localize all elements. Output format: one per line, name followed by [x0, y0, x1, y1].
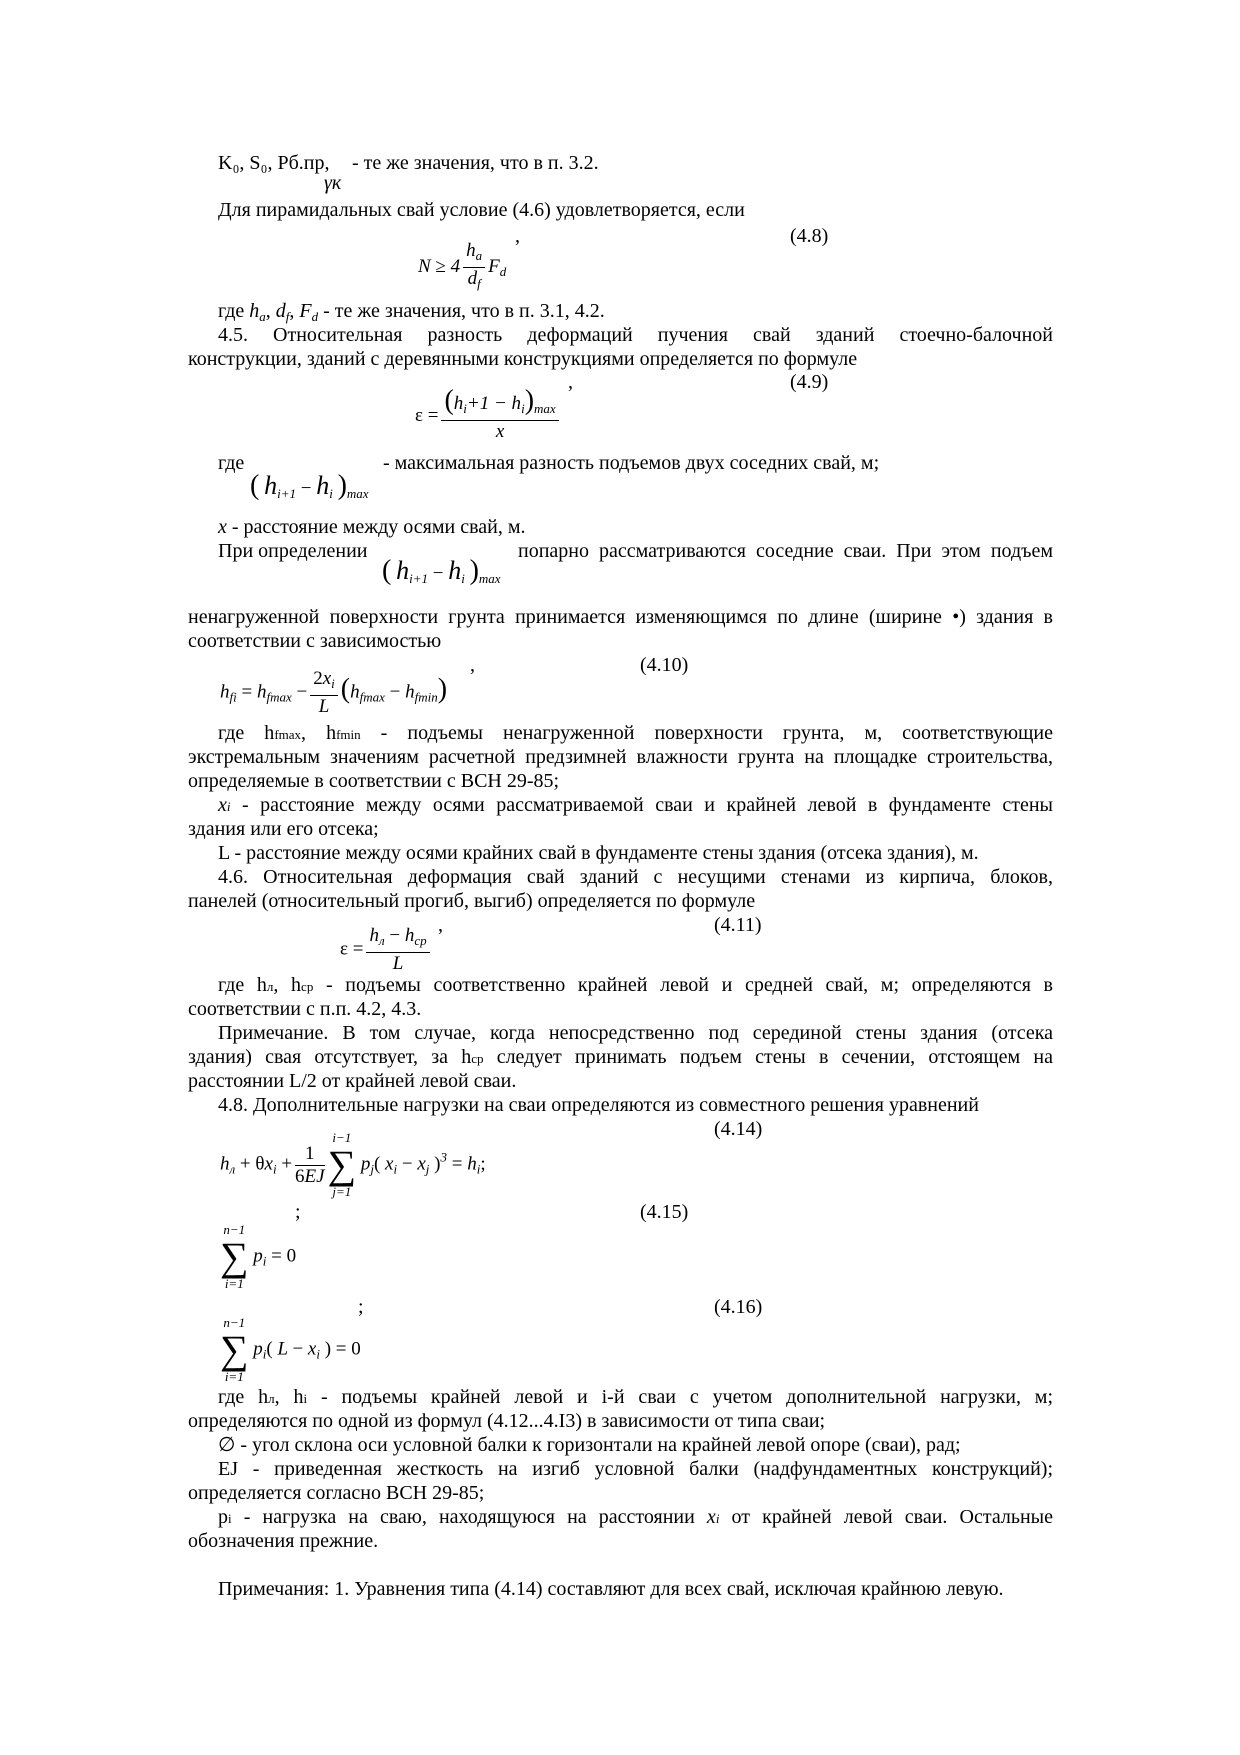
para-hl-hsr-line1: где hл, hср - подъемы соответственно крайней левой и средней свай, м; определяются в	[218, 974, 1054, 996]
para-hfmax-line3: определяемые в соответствии с ВСН 29-85;	[188, 770, 560, 792]
equation-4-14: $h_л + \theta x_i$ + $\frac{1}{6EJ}$ i−1 ∑ j=1 $p_j$( $x_i - x_j$ )$^3 = h_i$;	[220, 1130, 486, 1199]
eq416-semicolon: ;	[358, 1296, 364, 1318]
para-k0-desc: - те же значения, что в п. 3.2.	[352, 152, 599, 174]
para-hfmax-line1: где hfmax, hfmin - подъемы ненагруженной поверхности грунта, м, соответствующие	[218, 722, 1054, 744]
equation-4-8: N ≥ 4 $\frac{h_a}{d_f}$ $F_d$	[418, 240, 507, 291]
para-4-5-line1: 4.5. Относительная разность деформаций пучения свай зданий стоечно-балочной	[218, 324, 1053, 346]
eq411-comma: ,	[438, 914, 443, 936]
para-hfmax-line2: экстремальным значениям расчетной предзимней влажности грунта на площадке строительства,	[188, 746, 1053, 768]
para-when-defining-a: При определении	[218, 540, 368, 562]
para-4-6-line2: панелей (относительный прогиб, выгиб) определяется по формуле	[188, 890, 756, 912]
para-4-8: 4.8. Дополнительные нагрузки на сваи определяются из совместного решения уравнений	[218, 1094, 979, 1116]
inline-hmax-term-1: ( $h_{i+1} - h_i$ )$_{max}$	[250, 470, 369, 501]
para-ej-line1: EJ - приведенная жесткость на изгиб условной балки (надфундаментных конструкций);	[218, 1458, 1053, 1480]
para-note-line1: Примечание. В том случае, когда непосредственно под серединой стены здания (отсека	[218, 1022, 1053, 1044]
para-angle: ∅ - угол склона оси условной балки к горизонтали на крайней левой опоре (сваи), рад;	[218, 1434, 961, 1456]
para-unloaded-line2: соответствии с зависимостью	[188, 630, 442, 652]
eq414-number: (4.14)	[714, 1118, 763, 1140]
eq415-number: (4.15)	[640, 1201, 689, 1223]
equation-4-15: n−1 ∑ i=1 $p_i = 0$	[220, 1222, 297, 1291]
para-hl-hi-line2: определяются по одной из формул (4.12...4.I3) в зависимости от типа сваи;	[188, 1410, 826, 1432]
para-note-line2: здания) свая отсутствует, за hср следует принимать подъем стены в сечении, отстоящем на	[188, 1046, 1054, 1068]
equation-4-11: ε = $h_л - h_{ср}$ L	[340, 925, 433, 975]
symbols-list: K₀, S₀, Pб.пр,	[218, 152, 330, 174]
eq48-comma: ,	[515, 225, 520, 247]
para-pi-line2: обозначения прежние.	[188, 1530, 379, 1552]
para-notes-1: Примечания: 1. Уравнения типа (4.14) составляют для всех свай, исключая крайнюю левую.	[218, 1578, 1004, 1600]
inline-hmax-term-2: ( $h_{i+1} - h_i$ )$_{max}$	[382, 555, 501, 586]
para-k0-s0	[218, 151, 330, 175]
eq410-comma: ,	[470, 654, 475, 676]
gamma-k-symbol: γк	[324, 172, 342, 194]
eq411-number: (4.11)	[714, 914, 762, 936]
para-xi-line1: xi - расстояние между осями рассматриваемой сваи и крайней левой в фундаменте стены	[218, 794, 1053, 816]
para-4-6-line1: 4.6. Относительная деформация свай зданий с несущими стенами из кирпича, блоков,	[218, 866, 1053, 888]
para-pyramidal: Для пирамидальных свай условие (4.6) удовлетворяется, если	[218, 199, 745, 221]
eq49-number: (4.9)	[790, 371, 829, 393]
eq416-number: (4.16)	[714, 1296, 763, 1318]
para-note-line3: расстоянии L/2 от крайней левой сваи.	[188, 1070, 517, 1092]
eq49-comma: ,	[568, 371, 573, 393]
para-hl-hi-line1: где hл, hi - подъемы крайней левой и i-й сваи с учетом дополнительной нагрузки, м;	[218, 1386, 1053, 1408]
para-where-hmax-a: где	[218, 452, 245, 474]
equation-4-10: $h_{fi} = h_{fmax}$ − $\frac{2x_i}{L}$ $(h_{fmax} - h_{fmin})$	[220, 668, 448, 717]
para-where-ha: где $h_a$, $d_f$, $F_d$ - те же значения, что в п. 3.1, 4.2.	[218, 300, 605, 324]
equation-4-9: ε = $(h_i+1 - h_i)_{max}$ x	[415, 390, 562, 443]
para-4-5-line2: конструкции, зданий с деревянными конструкциями определяется по формуле	[188, 348, 858, 370]
para-pi-line1: pi - нагрузка на сваю, находящуюся на расстоянии xi от крайней левой сваи. Остальные	[218, 1506, 1053, 1528]
para-unloaded-line1: ненагруженной поверхности грунта принимается изменяющимся по длине (ширине •) здания в	[188, 606, 1053, 628]
eq415-semicolon: ;	[295, 1201, 301, 1223]
para-xi-line2: здания или его отсека;	[188, 818, 379, 840]
para-where-hmax-b: - максимальная разность подъемов двух соседних свай, м;	[383, 452, 880, 474]
para-ej-line2: определяется согласно ВСН 29-85;	[188, 1482, 485, 1504]
para-x-distance: x - расстояние между осями свай, м.	[218, 516, 526, 538]
eq48-number: (4.8)	[790, 225, 829, 247]
eq410-number: (4.10)	[640, 654, 689, 676]
para-L: L - расстояние между осями крайних свай в фундаменте стены здания (отсека здания), м.	[218, 842, 979, 864]
para-when-defining-b: попарно рассматриваются соседние сваи. При этом подъем	[518, 540, 1053, 562]
para-hl-hsr-line2: соответствии с п.п. 4.2, 4.3.	[188, 998, 422, 1020]
equation-4-16: n−1 ∑ i=1 $p_i$( $L - x_i$ ) = 0	[220, 1315, 361, 1384]
